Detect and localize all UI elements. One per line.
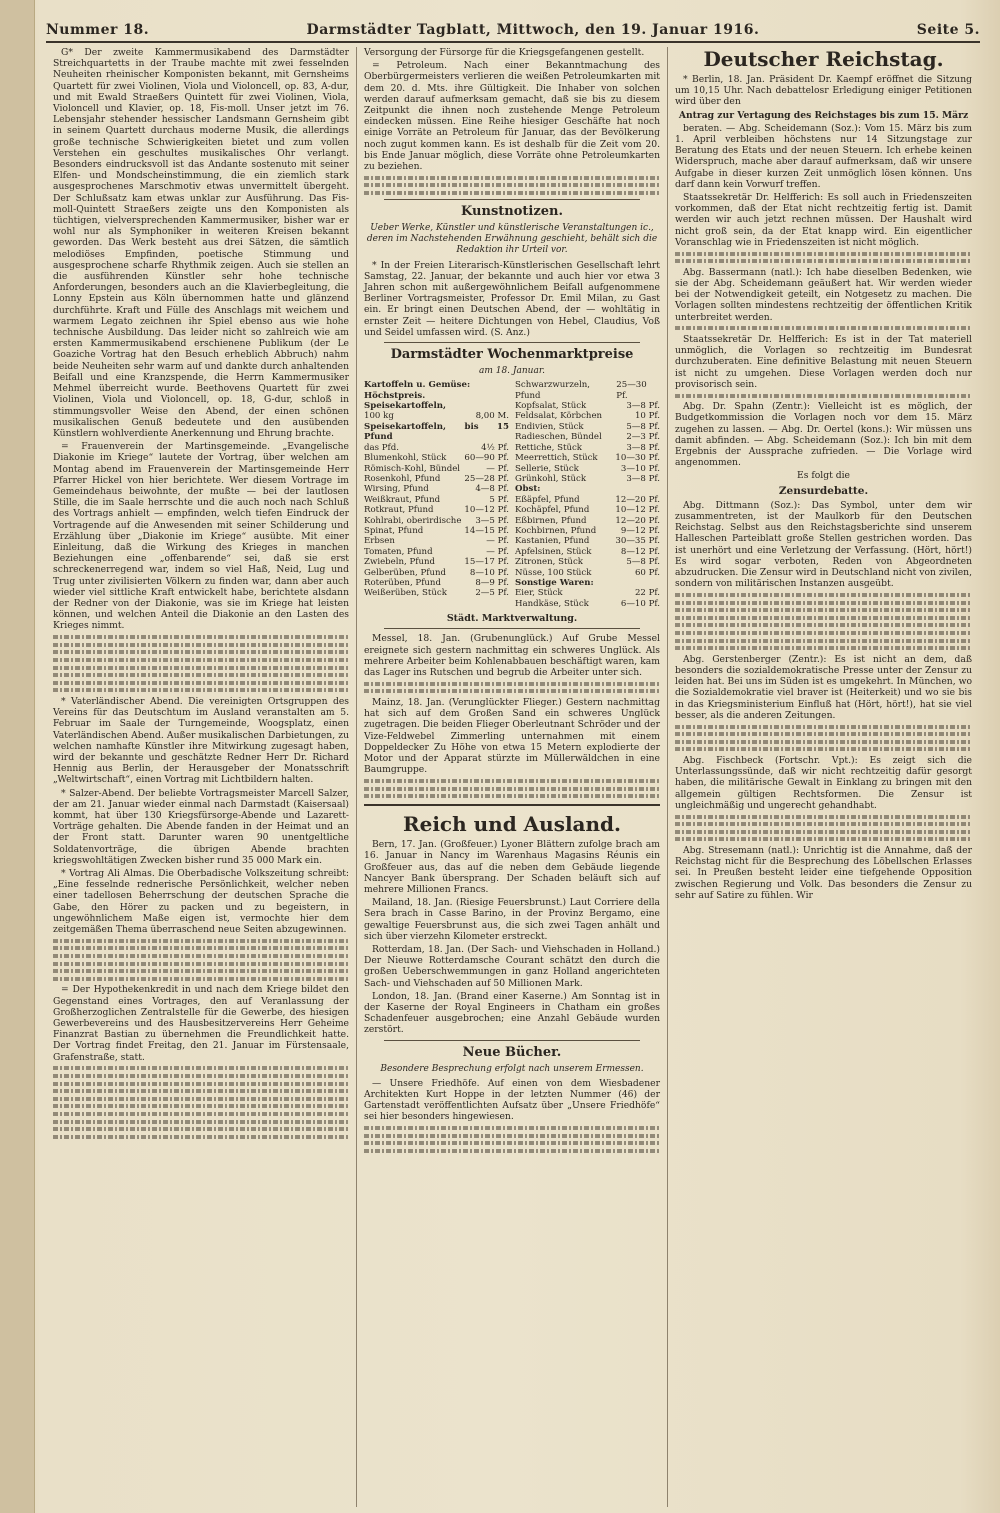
market-price: 9—12 Pf.: [620, 525, 660, 536]
article-messel: Messel, 18. Jan. (Grubenunglück.) Auf Grube Messel ereignete sich gestern nachmittag ein schweres Unglück. Als mehrere Arbeiter beim Kohlenabbauen beschäftigt waren, kam das Lager ins Rutschen und begrub die Arbeiter unter sich.: [364, 633, 660, 678]
market-item: Radieschen, Bündel: [515, 432, 602, 443]
neue-buecher-subtitle: Besondere Besprechung erfolgt nach unserem Ermessen.: [380, 1063, 644, 1074]
market-item: Endivien, Stück: [515, 421, 584, 432]
market-row: [364, 495, 509, 505]
market-item: Eßbirnen, Pfund: [515, 515, 587, 526]
market-row: [515, 526, 660, 536]
market-price-table: [364, 380, 660, 609]
market-row: [364, 443, 509, 453]
market-row: [364, 464, 509, 474]
page-label: Seite 5.: [916, 22, 980, 38]
market-row: [364, 453, 509, 463]
article-fischbeck: Abg. Fischbeck (Fortschr. Vpt.): Es zeigt sich die Unterlassungssünde, daß wir nicht rechtzeitig dafür gesorgt haben, die militärische Gewalt in Einklang zu bringen mit den allgemein gültigen Rechtsformen. Die Zensur ist ungleichmäßig und ungerecht gehandhabt.: [675, 755, 972, 811]
illegible-text: [364, 787, 660, 791]
article-spahn: Abg. Dr. Spahn (Zentr.): Vielleicht ist es möglich, der Budgetkommission die Vorlagen noch vor dem 15. März zugehen zu lassen. — Abg. Dr. Oertel (kons.): Wir müssen uns damit abfinden. — Abg. Scheidemann (Soz.): Ich bin mit dem Ergebnis der Aussprache zufrieden. — Die Vorlage wird angenommen.: [675, 401, 972, 469]
article-ali-almas: * Vortrag Ali Almas. Die Oberbadische Volkszeitung schreibt: „Eine fesselnde rednerische Persönlichkeit, welcher neben einer tadellosen Beherrschung der deutschen Sprache die Gabe, den Hörer zu packen und zu begeistern, in ungewöhnlichem Maße eigen ist, vermochte hier dem zeitgemäßen Thema überraschend neue Seiten abzugewinnen.: [53, 867, 349, 935]
illegible-text: [53, 977, 349, 981]
market-item: Blumenkohl, Stück: [364, 453, 447, 464]
market-row: [515, 568, 660, 578]
market-item: Kopfsalat, Stück: [515, 401, 587, 412]
reichstag-motion-title: Antrag zur Vertagung des Reichstages bis zum 15. März: [678, 109, 969, 121]
illegible-text: [53, 946, 349, 950]
market-item: 100 kg: [364, 411, 394, 422]
market-price: 2—5 Pf.: [475, 588, 509, 599]
illegible-text: [364, 779, 660, 783]
illegible-text: [53, 681, 349, 685]
market-row: [515, 411, 660, 421]
market-price: 6—10 Pf.: [620, 598, 660, 609]
market-item: Eier, Stück: [515, 588, 563, 599]
market-row: [364, 474, 509, 484]
market-date: am 18. Januar.: [478, 366, 546, 377]
market-price: 10—30 Pf.: [615, 453, 660, 464]
section-divider: [384, 628, 640, 629]
market-price: — Pf.: [486, 546, 509, 557]
market-row: [364, 391, 509, 412]
illegible-text: [53, 962, 349, 966]
market-item: Spinat, Pfund: [364, 525, 424, 536]
illegible-text: [675, 822, 972, 826]
article-rotterdam: Rotterdam, 18. Jan. (Der Sach- und Viehschaden in Holland.) Der Nieuwe Rotterdamsche Courant schätzt den durch die großen Ueberschwemmungen in ganz Holland angerichteten Sach- und Viehschaden auf 50 Millionen Mark.: [364, 944, 660, 989]
illegible-text: [53, 635, 349, 639]
illegible-text: [675, 740, 972, 744]
illegible-text: [675, 608, 972, 612]
illegible-text: [675, 725, 972, 729]
market-row: [515, 599, 660, 609]
market-item: Schwarzwurzeln, Pfund: [515, 380, 590, 401]
market-row: [515, 557, 660, 567]
market-row: [364, 526, 509, 536]
market-item: Wirsing, Pfund: [364, 484, 429, 495]
article-london: London, 18. Jan. (Brand einer Kaserne.) Am Sonntag ist in der Kaserne der Royal Engineers in Chatham ein großes Schadenfeuer ausgebrochen; eine Anzahl Gebäude wurden zerstört.: [364, 990, 660, 1036]
market-item: Kochäpfel, Pfund: [515, 505, 590, 516]
illegible-text: [53, 643, 349, 647]
market-item: Roterüben, Pfund: [364, 577, 441, 588]
illegible-text: [364, 176, 660, 180]
market-price: 12—20 Pf.: [615, 494, 660, 505]
article-dittmann: Abg. Dittmann (Soz.): Das Symbol, unter dem wir zusammentreten, ist der Maulkorb für den Deutschen Reichstag. Selbst aus den Reichstagsberichte sind unserem Halleschen Parteiblatt große Stellen gestrichen worden. Das ist unerhört und eine Verletzung der Verfassung. (Hört, hört!) Es wird sogar verboten, Reden von Abgeordneten abzudrucken. Die Zensur wird in Deutschland nicht von zivilen, sondern von militärischen Instanzen ausgeübt.: [675, 499, 972, 590]
illegible-text: [675, 394, 972, 398]
market-item: Tomaten, Pfund: [364, 546, 433, 557]
market-price: 2—3 Pf.: [626, 432, 660, 443]
market-row: [515, 505, 660, 515]
illegible-text: [675, 732, 972, 736]
article-helfferich-1: Staatssekretär Dr. Helfferich: Es soll auch in Friedenszeiten vorkommen, daß der Etat nicht rechtzeitig fertig ist. Damit werden wir auch jetzt rechnen müssen. Der Haushalt wird nicht groß sein, da der Etat knapp wird. Ein eigentlicher Voranschlag wie in Friedenszeiten ist nicht möglich.: [675, 192, 972, 248]
page-header: [46, 22, 980, 43]
market-item: Höchstpreis. Speisekartoffeln,: [364, 390, 447, 412]
article-mainz: Mainz, 18. Jan. (Verunglückter Flieger.) Gestern nachmittag hat sich auf dem Großen Sand ein schweres Unglück zugetragen. Die beiden Flieger Oberleutnant Schröder und der Vize-Feldwebel Zimmerling unternahmen mit einem Doppeldecker Zu Höhe von etwa 15 Metern explodierte der Motor und der Apparat stürzte im Müllerwäldchen in eine Baumgruppe.: [364, 696, 660, 776]
article-fuersorge: Versorgung der Fürsorge für die Kriegsgefangenen gestellt.: [364, 47, 645, 58]
market-item: Sonstige Waren:: [515, 577, 594, 588]
illegible-text: [53, 666, 349, 670]
illegible-text: [364, 682, 660, 686]
market-row: [364, 380, 509, 390]
illegible-text: [675, 830, 972, 834]
market-price: 3—5 Pf.: [475, 515, 509, 526]
illegible-text: [53, 688, 349, 692]
illegible-text: [675, 639, 972, 643]
binding-gutter: [0, 0, 35, 1513]
market-item: Zitronen, Stück: [515, 557, 583, 568]
market-item: das Pfd.: [364, 442, 399, 453]
market-price: 60 Pf.: [634, 567, 660, 578]
market-price: 3—8 Pf.: [626, 401, 660, 412]
market-row: [364, 578, 509, 588]
section-divider: [384, 199, 640, 200]
illegible-text: [675, 252, 972, 256]
market-price: 8—10 Pf.: [469, 567, 509, 578]
illegible-text: [53, 1066, 349, 1070]
market-price: 30—35 Pf.: [615, 536, 660, 547]
market-price: 10—12 Pf.: [615, 505, 660, 516]
illegible-text: [53, 1104, 349, 1108]
market-price: — Pf.: [486, 536, 509, 547]
article-mailand: Mailand, 18. Jan. (Riesige Feuersbrunst.) Laut Corriere della Sera brach in Casse Barino, in der Provinz Bergamo, eine gewaltige Feuersbrunst aus, die sich zwei Tagen anhält und sich über vierzehn Kilometer erstreckt.: [364, 897, 660, 942]
market-price: 5 Pf.: [489, 494, 509, 505]
market-price: 8—9 Pf.: [475, 577, 509, 588]
market-item: Speisekartoffeln, bis 15 Pfund: [364, 421, 509, 443]
section-divider: [364, 804, 660, 806]
illegible-text: [364, 794, 660, 798]
illegible-text: [53, 969, 349, 973]
article-kammermusik: G* Der zweite Kammermusikabend des Darmstädter Streichquartetts in der Traube machte mit zwei fesselnden Neuheiten rheinischer Komponisten bekannt, mit Gernsheims Quartett für zwei Violinen, Viola und Violoncell, op. 83, A-dur, und mit Ewald Straeßers Quintett für zwei Violinen, Viola, Violoncell und Klavier, op. 18, Fis-moll. Unser jetzt im 76. Lebensjahr stehender hessischer Landsmann Gernsheim gibt in seinem Quartett durchaus moderne Musik, die allerdings große technische Schwierigkeiten bietet und zum vollen Verstehen ein geschultes musikalisches Ohr verlangt. Besonders eindrucksvoll ist das Andante sostenuto mit seiner Elfen- und Mondscheinstimmung, die ein ziemlich stark ausgesprochenes Marschmotiv etwas unvermittelt übergeht. Der Schlußsatz kam etwas unklar zur Ausführung. Das Fis-moll-Quintett Straeßers zeigte uns den Komponisten als tüchtigen, vielversprechenden Kammermusiker, bisher war er wohl nur als Symphoniker in weiteren Kreisen bekannt geworden. Das Werk besteht aus drei Sätzen, die sämtlich melodiöses Empfinden, poetische Stimmung und ausgesprochene scharfe Rhythmik zeigen. Auch sie stellen an die ausführenden Künstler sehr hohe technische Anforderungen, besonders auch an die Klavierbegleitung, die Lonny Epstein aus Köln übernommen hatte und glänzend durchführte. Kraft und Fülle des Anschlags mit weichem und warmem Legato zeichnen ihr Spiel ebenso aus wie hohe technische Ausbildung. Das leider nicht so zahlreich wie am ersten Kammermusikabend erschienene Publikum (der Le Goaziche Vortrag hat den Besuch erheblich Abbruch) nahm beide Neuheiten sehr warm auf und dankte durch anhaltenden Beifall und eine Kranzspende, die Herrn Kammermusiker Mehmel überreicht wurde. Beethovens Quartett für zwei Violinen, Viola und Violoncell, op. 18, G-dur, schloß in stimmungsvoller Weise den Abend, der einen schönen musikalischen Genuß bedeutete und den ausübenden Künstlern wohlverdiente Anerkennung und Ehrung brachte.: [53, 47, 349, 439]
illegible-text: [53, 1120, 349, 1124]
market-row: [515, 578, 660, 588]
illegible-text: [53, 673, 349, 677]
illegible-text: [53, 650, 349, 654]
columns: [46, 47, 980, 1507]
illegible-text: [53, 658, 349, 662]
market-item: Apfelsinen, Stück: [515, 546, 592, 557]
market-row: [515, 453, 660, 463]
illegible-text: [364, 1126, 660, 1130]
market-row: [515, 588, 660, 598]
illegible-text: [53, 1074, 349, 1078]
market-item: Sellerie, Stück: [515, 463, 579, 474]
market-item: Grünkohl, Stück: [515, 473, 587, 484]
market-price: 15—17 Pf.: [464, 557, 509, 568]
column-3: [668, 47, 979, 1507]
market-row: [515, 536, 660, 546]
market-price: 3—8 Pf.: [626, 442, 660, 453]
article-kunstnotiz: * In der Freien Literarisch-Künstlerischen Gesellschaft lehrt Samstag, 22. Januar, der bekannte und auch hier vor etwa 3 Jahren schon mit außergewöhnlichem Beifall aufgenommene Berliner Vortragsmeister, Professor Dr. Emil Milan, zu Gast ein. Er bringt einen Deutschen Abend, der — wohltätig in ernster Zeit — heitere Dichtungen von Hebel, Claudius, Voß und Seidel umfassen wird. (S. Anz.): [364, 259, 660, 338]
illegible-text: [53, 1082, 349, 1086]
illegible-text: [675, 646, 972, 650]
article-vaterlaendischer-abend: * Vaterländischer Abend. Die vereinigten Ortsgruppen des Vereins für das Deutschtum im Ausland veranstalten am 5. Februar im Saale der Turngemeinde, Woogsplatz, einen Vaterländischen Abend. Außer musikalischen Darbietungen, zu welchen namhafte Künstler ihre Mitwirkung zugesagt haben, wird der bekannte und geschätzte Redner Herr Dr. Richard Hennig aus Berlin, der Herausgeber der Monatsschrift „Weltwirtschaft“, einen Vortrag mit Lichtbildern halten.: [53, 695, 349, 786]
article-friedhoefe: — Unsere Friedhöfe. Auf einen von dem Wiesbadener Architekten Kurt Hoppe in der letzten Nummer (46) der Gartenstadt veröffentlichten Aufsatz über „Unsere Friedhöfe“ sei hier besonders hingewiesen.: [364, 1077, 660, 1123]
market-row: [364, 505, 509, 515]
article-gerstenberger: Abg. Gerstenberger (Zentr.): Es ist nicht an dem, daß besonders die sozialdemokratische Presse unter der Zensur zu leiden hat. Bei uns im Süden ist es umgekehrt. In München, wo die Sozialdemokratie viel braver ist (Heiterkeit) und wo sie bis in das Kriegsministerium Einfluß hat (Hört, hört!), hat sie viel besser, als die anderen Zeitungen.: [675, 653, 972, 721]
article-scheidemann: beraten. — Abg. Scheidemann (Soz.): Vom 15. März bis zum 1. April verbleiben höchstens nur 14 Sitzungstage zur Beratung des Etats und der neuen Steuern. Ich erhebe keinen Widerspruch, mache aber darauf aufmerksam, daß wir unsere Aufgabe in dieser kurzen Zeit unmöglich lösen können. Uns darf dann kein Vorwurf treffen.: [675, 122, 972, 190]
illegible-text: [364, 183, 660, 187]
market-row: [515, 516, 660, 526]
article-bern: Bern, 17. Jan. (Großfeuer.) Lyoner Blättern zufolge brach am 16. Januar in Nancy im Warenhaus Magasins Réunis ein Großfeuer aus, das auf die neben dem Gebäude liegende Nancyer Bank übersprang. Der Schaden beläuft sich auf mehrere Millionen Francs.: [364, 839, 660, 895]
article-salzer-abend: * Salzer-Abend. Der beliebte Vortragsmeister Marcell Salzer, der am 21. Januar wieder einmal nach Darmstadt (Kaisersaal) kommt, hat über 130 Kriegsfürsorge-Abende und Lazarett-Vorträge gehalten. Die Abende fanden in der Heimat und an der Front statt. Darunter waren 90 unentgeltliche Soldatenvorträge, die übrigen Abende brachten kriegswohltätigen Zwecken bisher rund 35 000 Mark ein.: [53, 787, 349, 866]
page-number: Nummer 18.: [46, 22, 150, 38]
market-item: Erbsen: [364, 536, 395, 547]
illegible-text: [53, 1127, 349, 1131]
market-item: Handkäse, Stück: [515, 598, 589, 609]
market-item: Eßäpfel, Pfund: [515, 494, 580, 505]
market-price: 5—8 Pf.: [626, 557, 660, 568]
market-row: [364, 516, 509, 526]
market-item: Meerrettich, Stück: [515, 453, 598, 464]
market-row: [364, 547, 509, 557]
market-price: 12—20 Pf.: [615, 515, 660, 526]
illegible-text: [53, 1112, 349, 1116]
market-row: [515, 484, 660, 494]
market-row: [515, 464, 660, 474]
illegible-text: [364, 1134, 660, 1138]
reich-ausland-heading: Reich und Ausland.: [402, 812, 622, 837]
illegible-text: [675, 601, 972, 605]
illegible-text: [675, 815, 972, 819]
reichstag-follows: Es folgt die: [797, 470, 850, 482]
kunstnotizen-subtitle: Ueber Werke, Künstler und künstlerische Veranstaltungen ic., deren im Nachstehenden Erwähnung geschieht, behält sich die Redaktion ihr Urteil vor.: [366, 223, 658, 256]
market-item: Zwiebeln, Pfund: [364, 557, 436, 568]
market-footer: Städt. Marktverwaltung.: [446, 613, 578, 625]
illegible-text: [675, 616, 972, 620]
illegible-text: [364, 689, 660, 693]
market-price: 14—15 Pf.: [464, 525, 509, 536]
market-price: 8,00 M.: [475, 411, 509, 422]
section-divider: [384, 1040, 640, 1041]
market-row: [364, 568, 509, 578]
market-item: Kochbirnen, Pfund: [515, 525, 597, 536]
market-price: 4—8 Pf.: [475, 484, 509, 495]
article-helfferich-2: Staatssekretär Dr. Helfferich: Es ist in der Tat materiell unmöglich, die Vorlagen so rechtzeitig im Bundesrat durchzuberaten. Eine definitive Belastung mit neuen Steuern ist nicht zu umgehen. Diese Vorlagen werden doch nur provisorisch sein.: [675, 334, 972, 390]
article-petroleum: = Petroleum. Nach einer Bekanntmachung des Oberbürgermeisters verlieren die weißen Petroleumkarten mit dem 20. d. Mts. ihre Gültigkeit. Die Inhaber von solchen werden darauf aufmerksam gemacht, daß sie bis zu diesem Zeitpunkt die ihnen noch zustehende Menge Petroleum eindecken müssen. Eine Reihe hiesiger Geschäfte hat noch einige Vorräte an Petroleum für Januar, das der Bevölkerung noch zugut kommen kann. Es ist deshalb für die Zeit vom 20. bis Ende Januar möglich, diese Vorräte ohne Petroleumkarten zu beziehen.: [364, 60, 660, 173]
market-price: 10—12 Pf.: [464, 505, 509, 516]
illegible-text: [53, 1097, 349, 1101]
illegible-text: [675, 326, 972, 330]
market-item: Nüsse, 100 Stück: [515, 567, 592, 578]
kunstnotizen-heading: Kunstnotizen.: [461, 204, 563, 220]
market-item: Feldsalat, Körbchen: [515, 411, 603, 422]
article-frauenverein: = Frauenverein der Martinsgemeinde. „Evangelische Diakonie im Kriege“ lautete der Vortrag, über welchen am Montag abend im Frauenverein der Martinsgemeinde Herr Pfarrer Hickel von hier berichtete. Wer diesem Vortrage im Gemeindehaus beiwohnte, der mußte — bei der lautlosen Stille, die im Saale herrschte und die auch noch nach Schluß des Vortrags anhielt — empfinden, welch tiefen Eindruck der Vortragende auf die Anwesenden mit seiner Schilderung und Erzählung über „Diakonie im Kriege“ ausübte. Mit einer Einleitung, daß die Wirkung des Krieges in manchen Beziehungen eine „offenbarende“ sei, daß sie erst schreckenerregend war, indem so viel Haß, Neid, Lug und Trug unter zivilisierten Völkern zu finden war, dann aber auch wieder viel sittliche Kraft entwickelt habe, berichtete alsdann der Redner von der Diakonie, was sie im Kriege hat leisten können, und welchen Anteil die Diakonie an den Lasten des Krieges nimmt.: [53, 441, 349, 632]
market-item: Kartoffeln u. Gemüse:: [364, 380, 471, 391]
market-row: [515, 422, 660, 432]
market-row: [364, 588, 509, 598]
illegible-text: [53, 1135, 349, 1139]
column-1: [46, 47, 357, 1507]
market-price: 60—90 Pf.: [464, 453, 509, 464]
reichstag-heading: Deutscher Reichstag.: [703, 47, 944, 71]
section-divider: [384, 342, 640, 343]
market-item: Römisch-Kohl, Bündel: [364, 463, 461, 474]
market-item: Weißerüben, Stück: [364, 588, 447, 599]
market-row: [364, 484, 509, 494]
illegible-text: [364, 191, 660, 195]
illegible-text: [53, 939, 349, 943]
market-row: [515, 495, 660, 505]
market-row: [515, 432, 660, 442]
market-row: [515, 547, 660, 557]
illegible-text: [364, 1141, 660, 1145]
market-row: [364, 422, 509, 443]
illegible-text: [675, 623, 972, 627]
market-price: 4½ Pf.: [481, 442, 509, 453]
market-price: 25—28 Pf.: [464, 473, 509, 484]
market-row: [515, 474, 660, 484]
market-price: 22 Pf.: [634, 588, 660, 599]
illegible-text: [53, 954, 349, 958]
masthead: Darmstädter Tagblatt, Mittwoch, den 19. Januar 1916.: [306, 22, 760, 38]
market-left-column: [364, 380, 509, 609]
market-row: [364, 411, 509, 421]
illegible-text: [675, 631, 972, 635]
market-item: Obst:: [515, 484, 541, 495]
market-price: 3—10 Pf.: [620, 463, 660, 474]
market-item: Kohlrabi, oberirdische: [364, 515, 462, 526]
market-row: [515, 443, 660, 453]
market-item: Rosenkohl, Pfund: [364, 473, 441, 484]
market-item: Rettiche, Stück: [515, 442, 583, 453]
neue-buecher-heading: Neue Bücher.: [462, 1044, 562, 1060]
market-item: Weißkraut, Pfund: [364, 494, 441, 505]
market-price: 8—12 Pf.: [620, 546, 660, 557]
market-row: [515, 401, 660, 411]
market-heading: Darmstädter Wochenmarktpreise: [390, 347, 634, 363]
market-item: Kastanien, Pfund: [515, 536, 590, 547]
market-item: Rotkraut, Pfund: [364, 505, 434, 516]
market-row: [364, 557, 509, 567]
illegible-text: [675, 259, 972, 263]
market-right-column: [515, 380, 660, 609]
illegible-text: [53, 1089, 349, 1093]
market-price: 10 Pf.: [634, 411, 660, 422]
illegible-text: [675, 747, 972, 751]
article-reichstag-intro: * Berlin, 18. Jan. Präsident Dr. Kaempf eröffnet die Sitzung um 10,15 Uhr. Nach debattelosr Erledigung einiger Petitionen wird über den: [675, 74, 972, 108]
market-price: 5—8 Pf.: [626, 421, 660, 432]
column-2: [357, 47, 668, 1507]
illegible-text: [364, 1149, 660, 1153]
market-row: [364, 536, 509, 546]
article-stresemann: Abg. Stresemann (natl.): Unrichtig ist die Annahme, daß der Reichstag nicht für die Besprechung des Löbellschen Erlasses sei. In Preußen besteht leider eine tiefgehende Opposition zwischen Regierung und Volk. Das besonders die Zensur zu sehr auf Satire zu fühlen. Wir: [675, 845, 972, 901]
market-price: 3—8 Pf.: [626, 473, 660, 484]
market-item: Gelberüben, Pfund: [364, 567, 447, 578]
article-hypothekenkredit: = Der Hypothekenkredit in und nach dem Kriege bildet den Gegenstand eines Vortrages, den auf Veranlassung der Großherzoglichen Zentralstelle für die Gewerbe, des hiesigen Gewerbevereins und des Hausbesitzervereins Herr Geheime Finanzrat Bastian zu übernehmen die Freundlichkeit hatte. Der Vortrag findet Freitag, den 21. Januar im Fürstensaale, Grafenstraße, statt.: [53, 984, 349, 1063]
market-price: 25—30 Pf.: [616, 380, 647, 401]
article-bassermann: Abg. Bassermann (natl.): Ich habe dieselben Bedenken, wie sie der Abg. Scheidemann geäußert hat. Wir werden wieder bei der Notwendigkeit geteilt, ein Notgesetz zu machen. Die Vorlagen sollten mindestens rechtzeitig der öffentlichen Kritik unterbreitet werden.: [675, 266, 972, 323]
zensurdebatte-heading: Zensurdebatte.: [778, 484, 869, 497]
illegible-text: [675, 837, 972, 841]
illegible-text: [675, 593, 972, 597]
market-price: — Pf.: [486, 463, 509, 474]
market-row: [515, 380, 660, 401]
